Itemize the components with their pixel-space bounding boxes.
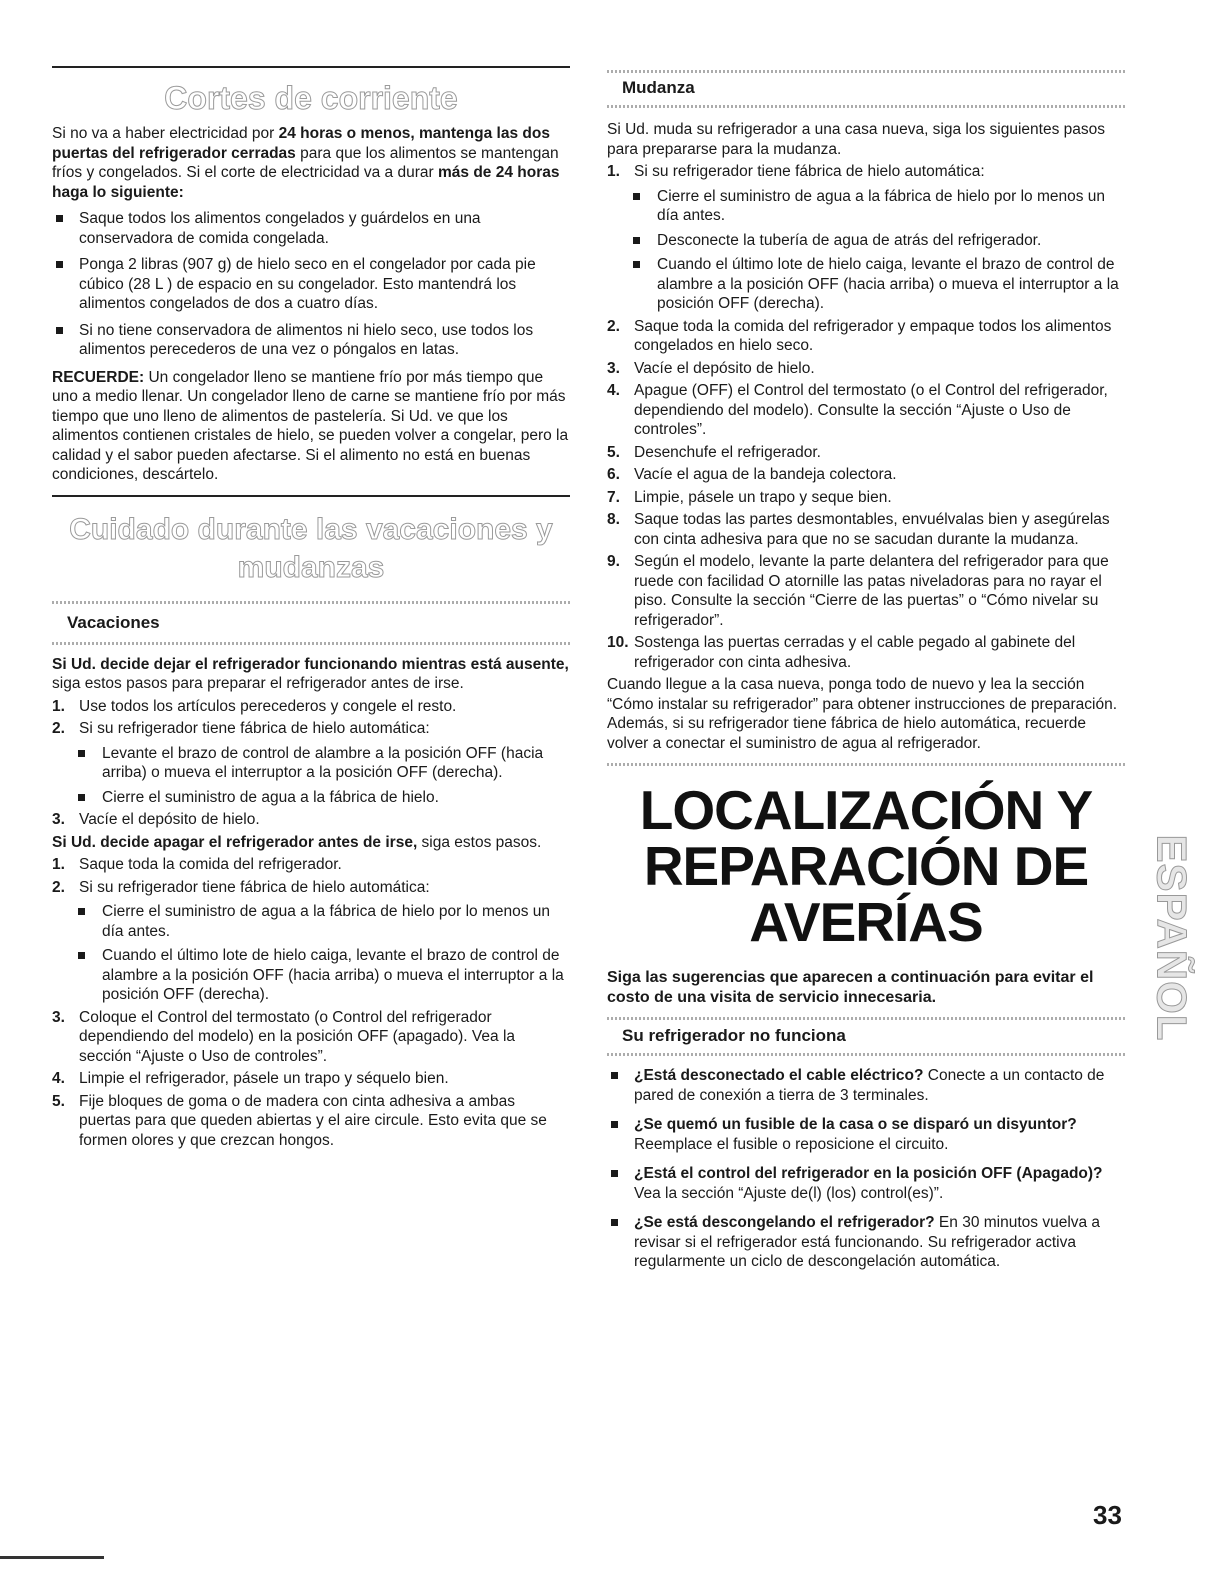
apagar-intro-text: siga estos pasos. [417,833,542,851]
dotted-divider [52,642,570,645]
vacaciones-steps [52,697,570,739]
section-rule [52,495,570,497]
mudanza-intro: Si Ud. muda su refrigerador a una casa nueva, siga los siguientes pasos para prepararse para la mudanza. [607,121,1106,158]
vacaciones-heading: Vacaciones [67,612,160,632]
list-item [52,719,570,739]
step-text: Sostenga las puertas cerradas y el cable pegado al gabinete del refrigerador con cinta adhesiva. [634,634,1076,671]
page-number: 33 [1093,1500,1122,1530]
list-item-text: Desconecte la tubería de agua de atrás del refrigerador. [657,231,1042,249]
answer-text: Vea la sección “Ajuste de(l) (los) control(es)”. [634,1184,944,1202]
dotted-divider [607,105,1125,108]
recuerde-text: Un congelador lleno se mantiene frío por más tiempo que uno a medio llenar. Un congelador lleno de carne se mantiene frío por más tiempo que uno lleno de alimentos de pastelería. Si Ud. ve que los alimentos contienen cristales de hielo, se pueden volver a congelar, pero la calidad y el sabor pueden afectarse. Si el alimento no está en buenas condiciones, descártelo. [52,368,569,483]
step-number: 2. [52,720,65,737]
list-item [52,744,570,783]
answer-text: Reemplace el fusible o reposicione el circuito. [634,1135,949,1153]
dotted-divider [607,1053,1125,1056]
step-number: 2. [607,317,620,335]
list-item [607,1164,1125,1203]
step-number: 3. [52,811,65,828]
step-text: Si su refrigerador tiene fábrica de hielo automática: [634,163,985,180]
list-item [607,255,1125,314]
mudanza-outro: Cuando llegue a la casa nueva, ponga todo de nuevo y lea la sección “Cómo instalar su refrigerador” para obtener instrucciones de preparación. Además, si su refrigerador tiene fábrica de hielo automática, recuerde volver a conectar el suministro de agua al refrigerador. [607,676,1118,752]
step-number: 6. [607,466,620,483]
question-text: ¿Está desconectado el cable eléctrico? [634,1067,924,1084]
list-item-text: Cuando el último lote de hielo caiga, levante el brazo de control de alambre a la posición OFF (hacia arriba) o mueva el interruptor a la posición OFF (derecha). [102,947,564,1003]
step-text: Limpie, pásele un trapo y seque bien. [634,488,892,506]
intro-text-1: Si no va a haber electricidad por [52,125,279,142]
sugerencias-text: Siga las sugerencias que aparecen a continuación para evitar el costo de una visita de servicio innecesaria. [607,969,1094,1006]
list-item-text: Cierre el suministro de agua a la fábrica de hielo. [102,788,439,806]
language-side-tab-label: ESPAÑOL [1148,834,1196,1042]
list-item [607,317,1125,356]
apagar-steps [52,855,570,897]
vacaciones-sub-bullets [52,744,570,808]
troubleshooting-title-line-2: REPARACIÓN DE [643,835,1089,897]
step-text: Vacíe el depósito de hielo. [79,811,260,828]
list-item-text: Saque todos los alimentos congelados y guárdelos en una conservadora de comida congelada. [79,210,481,247]
troubleshooting-title-line-1: LOCALIZACIÓN Y [639,779,1093,841]
list-item [52,321,570,360]
mudanza-steps-cont [607,317,1125,673]
step-number: 8. [607,511,620,528]
mudanza-steps [607,162,1125,182]
language-side-tab [1148,818,1196,1058]
cortes-intro [52,124,570,202]
list-item [607,381,1125,440]
step-text: Limpie el refrigerador, pásele un trapo y séquelo bien. [79,1070,449,1087]
troubleshooting-title-line-3: AVERÍAS [749,891,983,953]
step-text: Coloque el Control del termostato (o Control del refrigerador dependiendo del modelo) en la posición OFF (apagado). Vea la sección “Ajuste o Uso de controles”. [79,1008,516,1065]
list-item-text: Ponga 2 libras (907 g) de hielo seco en el congelador por cada pie cúbico (28 L ) de espacio en su congelador. Esto mantendrá los alimentos congelados de dos a cuatro días. [79,256,536,312]
step-text: Saque toda la comida del refrigerador. [79,856,342,873]
list-item [607,552,1125,630]
right-column [607,0,1125,1272]
step-number: 9. [607,553,620,570]
list-item [52,810,570,830]
step-text: Desenchufe el refrigerador. [634,443,821,461]
intro-bold-1: 24 horas o menos, mantenga las dos puertas del refrigerador cerradas [52,125,550,162]
list-item [607,633,1125,672]
list-item [607,1115,1125,1154]
step-number: 7. [607,488,620,506]
step-number: 1. [607,163,620,180]
no-funciona-list [607,1066,1125,1272]
vacaciones-intro [52,655,570,694]
list-item-text: Cierre el suministro de agua a la fábrica de hielo por lo menos un día antes. [102,903,551,940]
list-item [52,209,570,248]
step-number: 10. [607,634,629,651]
list-item-text: Cierre el suministro de agua a la fábrica de hielo por lo menos un día antes. [657,187,1106,224]
mudanza-sub-bullets [607,187,1125,314]
step-text: Saque toda la comida del refrigerador y empaque todos los alimentos congelados en hielo seco. [634,317,1112,354]
left-column [52,0,570,1150]
list-item [607,187,1125,226]
square-bullet-icon [56,261,63,268]
list-item [52,902,570,941]
no-funciona-heading: Su refrigerador no funciona [622,1026,846,1045]
step-text: Vacíe el depósito de hielo. [634,359,815,377]
step-number: 1. [52,697,65,715]
list-item [52,697,570,717]
list-item [607,162,1125,182]
list-item [607,231,1125,251]
apagar-steps-cont [52,1008,570,1151]
step-text: Fije bloques de goma o de madera con cinta adhesiva a ambas puertas para que queden abiertas y el aire circule. Esto evita que se formen olores y que crezcan hongos. [79,1092,547,1149]
list-item-text: Cuando el último lote de hielo caiga, levante el brazo de control de alambre a la posición OFF (hacia arriba) o mueva el interruptor a la posición OFF (derecha). [657,256,1119,312]
step-text: Saque todas las partes desmontables, envuélvalas bien y asegúrelas con cinta adhesiva para que no se sacudan durante la mudanza. [634,511,1110,548]
step-number: 3. [52,1008,65,1026]
dotted-divider [607,763,1125,766]
square-bullet-icon [78,952,85,959]
square-bullet-icon [611,1219,618,1226]
section-rule [52,66,570,68]
step-number: 3. [607,359,620,377]
cuidado-title [52,511,570,587]
vacaciones-steps-cont [52,810,570,830]
intro-text-2: para que los alimentos se mantengan fríos y congelados. Si el corte de electricidad va a durar [52,144,559,181]
cortes-bullet-list [52,209,570,360]
question-text: ¿Está el control del refrigerador en la posición OFF (Apagado)? [634,1165,1103,1182]
list-item [52,1069,570,1089]
square-bullet-icon [56,327,63,334]
square-bullet-icon [611,1072,618,1079]
list-item [52,255,570,314]
step-number: 4. [52,1070,65,1087]
list-item [607,1066,1125,1105]
step-text: Use todos los artículos perecederos y congele el resto. [79,697,457,715]
list-item [52,946,570,1005]
list-item [52,788,570,808]
step-number: 2. [52,878,65,896]
apagar-intro [52,833,570,853]
bottom-rule [0,1556,104,1559]
cuidado-title-line-2: mudanzas [237,550,385,584]
list-item [607,443,1125,463]
list-item [52,1008,570,1067]
step-number: 5. [607,443,620,461]
vacaciones-intro-bold: Si Ud. decide dejar el refrigerador funcionando mientras está ausente, [52,655,569,673]
mudanza-heading: Mudanza [622,78,695,97]
square-bullet-icon [78,794,85,801]
list-item-text: Si no tiene conservadora de alimentos ni hielo seco, use todos los alimentos perecederos de una vez o póngalos en latas. [79,321,534,358]
square-bullet-icon [56,215,63,222]
step-text: Si su refrigerador tiene fábrica de hielo automática: [79,878,430,896]
recuerde-paragraph [52,368,570,485]
square-bullet-icon [633,193,640,200]
square-bullet-icon [611,1121,618,1128]
list-item [607,1213,1125,1272]
list-item [607,465,1125,485]
list-item [52,878,570,898]
question-text: ¿Se quemó un fusible de la casa o se disparó un disyuntor? [634,1116,1077,1133]
list-item [52,855,570,875]
square-bullet-icon [633,237,640,244]
square-bullet-icon [78,908,85,915]
troubleshooting-title [607,779,1125,953]
square-bullet-icon [78,750,85,757]
list-item [52,1092,570,1151]
list-item [607,510,1125,549]
cortes-title: Cortes de corriente [164,80,458,116]
list-item-text: Levante el brazo de control de alambre a la posición OFF (hacia arriba) o mueva el interruptor a la posición OFF (derecha). [102,744,544,781]
square-bullet-icon [611,1170,618,1177]
step-number: 1. [52,856,65,873]
step-text: Vacíe el agua de la bandeja colectora. [634,466,897,483]
apagar-sub-bullets [52,902,570,1005]
apagar-intro-bold: Si Ud. decide apagar el refrigerador antes de irse, [52,833,418,851]
question-text: ¿Se está descongelando el refrigerador? [634,1214,935,1231]
step-text: Según el modelo, levante la parte delantera del refrigerador para que ruede con facilidad O atornille las patas niveladoras para no rayar el piso. Consulte la sección “Cierre de las puertas” o “Cómo nivelar su refrigerador”. [634,553,1109,629]
step-number: 5. [52,1092,65,1110]
step-text: Apague (OFF) el Control del termostato (o el Control del refrigerador, dependiendo del modelo). Consulte la sección “Ajuste o Uso de controles”. [634,382,1108,438]
step-text: Si su refrigerador tiene fábrica de hielo automática: [79,720,430,737]
answer-text: En 30 minutos vuelva a revisar si el refrigerador está funcionando. Su refrigerador activa regularmente un ciclo de descongelación automática. [634,1214,1101,1270]
step-number: 4. [607,382,620,399]
recuerde-label: RECUERDE: [52,368,145,386]
vacaciones-intro-text: siga estos pasos para preparar el refrigerador antes de irse. [52,675,464,692]
square-bullet-icon [633,261,640,268]
answer-text: Conecte a un contacto de pared de conexión a tierra de 3 terminales. [634,1067,1105,1104]
intro-bold-2: más de 24 horas haga lo siguiente: [52,164,560,201]
list-item [607,359,1125,379]
list-item [607,488,1125,508]
cuidado-title-line-1: Cuidado durante las vacaciones y [69,512,553,546]
